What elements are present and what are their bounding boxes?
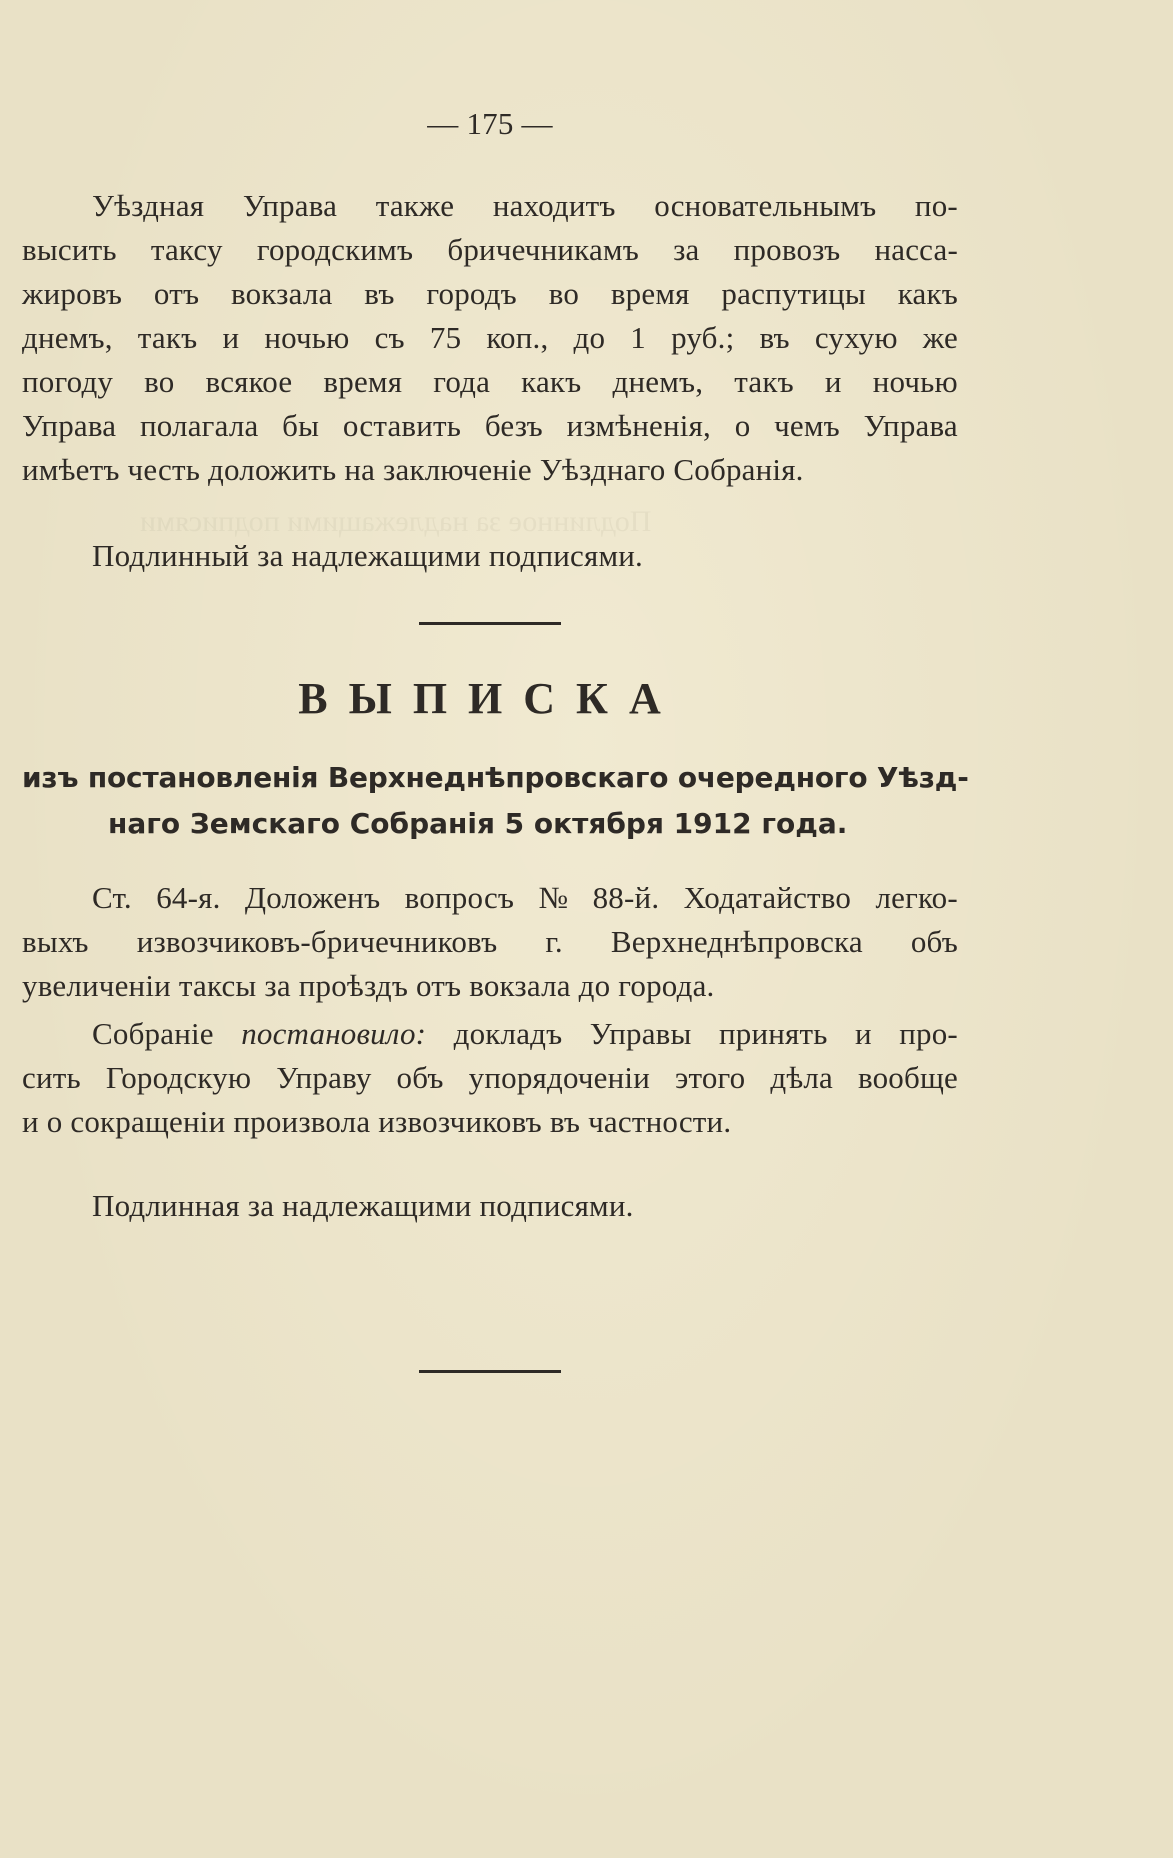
paragraph-1-word: днемъ, bbox=[22, 320, 113, 355]
paragraph-3-subject: Собраніе bbox=[92, 1016, 214, 1051]
paragraph-1-word: во bbox=[144, 364, 175, 399]
paragraph-3-word: Управы bbox=[589, 1016, 692, 1051]
paragraph-2-word: Ст. bbox=[92, 880, 132, 915]
paragraph-1-word: и bbox=[824, 364, 842, 399]
paragraph-1-word: года bbox=[433, 364, 491, 399]
paragraph-1-word: такъ bbox=[734, 364, 794, 399]
paragraph-1-word: за bbox=[673, 232, 700, 267]
paragraph-3-word: Городскую bbox=[105, 1060, 252, 1095]
paragraph-1-word: основательнымъ bbox=[654, 188, 877, 223]
paragraph-1-word: во bbox=[548, 276, 580, 311]
paragraph-1-line-1 bbox=[92, 188, 958, 224]
paragraph-3-line-1 bbox=[92, 1016, 958, 1052]
paragraph-1-word: сухую bbox=[814, 320, 898, 355]
paragraph-1-word: полагала bbox=[139, 408, 259, 443]
paragraph-3-word: дѣла bbox=[770, 1060, 833, 1095]
paragraph-3-word: Управу bbox=[276, 1060, 372, 1095]
paragraph-1-word: распутицы bbox=[721, 276, 866, 311]
paragraph-1-word: чемъ bbox=[774, 408, 840, 443]
paragraph-1-word: днемъ, bbox=[612, 364, 704, 399]
paragraph-1-word: также bbox=[375, 188, 455, 223]
paragraph-3-line-2 bbox=[22, 1060, 958, 1096]
signature-note-1: Подлинный за надлежащими подписями. bbox=[92, 538, 643, 573]
paragraph-1-word: въ bbox=[759, 320, 790, 355]
paragraph-1-word: время bbox=[323, 364, 403, 399]
paragraph-1-line-4 bbox=[22, 320, 958, 356]
paragraph-1-word: оставить bbox=[342, 408, 462, 443]
paragraph-2-word: Верхнеднѣпровска bbox=[610, 924, 863, 959]
subtitle-line-2: наго Земскаго Собранія 5 октября 1912 года. bbox=[108, 807, 848, 840]
paragraph-3-word: упорядоченіи bbox=[468, 1060, 651, 1095]
paragraph-3-word: сить bbox=[22, 1060, 81, 1095]
paragraph-1-word: коп., bbox=[486, 320, 549, 355]
paragraph-1-word: таксу bbox=[150, 232, 223, 267]
paragraph-2-line-1 bbox=[92, 880, 958, 916]
paragraph-1-word: ночью bbox=[872, 364, 958, 399]
paragraph-2-word: № bbox=[538, 880, 569, 915]
paragraph-1-word: отъ bbox=[153, 276, 200, 311]
subtitle-line-1: изъ постановленія Верхнеднѣпровскаго очередного Уѣзд- bbox=[22, 761, 969, 794]
paragraph-1-last-line: имѣетъ честь доложить на заключеніе Уѣзднаго Собранія. bbox=[22, 452, 804, 487]
paragraph-2-word: выхъ bbox=[22, 924, 89, 959]
paragraph-1-word: бричечникамъ bbox=[447, 232, 639, 267]
paragraph-1-word: городскимъ bbox=[256, 232, 414, 267]
paragraph-1-word: съ bbox=[374, 320, 405, 355]
paragraph-1-word: о bbox=[734, 408, 751, 443]
paragraph-1-word: руб.; bbox=[671, 320, 735, 355]
paragraph-3-word: про- bbox=[899, 1016, 958, 1051]
page-number: — 175 — bbox=[427, 106, 553, 141]
paragraph-1-word: Управа bbox=[242, 188, 338, 223]
divider-bottom bbox=[419, 1370, 561, 1373]
paragraph-2-word: объ bbox=[910, 924, 958, 959]
paragraph-1-word: вокзала bbox=[230, 276, 333, 311]
paragraph-2-word: легко- bbox=[875, 880, 958, 915]
paragraph-1-word: и bbox=[222, 320, 240, 355]
paragraph-1-line-5 bbox=[22, 364, 958, 400]
paragraph-1-word: насса- bbox=[874, 232, 958, 267]
paragraph-1-word: по- bbox=[914, 188, 958, 223]
document-title: ВЫПИСКА bbox=[298, 674, 682, 723]
paragraph-1-word: время bbox=[610, 276, 690, 311]
paragraph-3-word: и bbox=[855, 1016, 872, 1051]
paragraph-1-word: же bbox=[922, 320, 958, 355]
paragraph-1-word: погоду bbox=[22, 364, 114, 399]
paragraph-1-word: городъ bbox=[426, 276, 517, 311]
paragraph-1-word: въ bbox=[364, 276, 395, 311]
paragraph-2-word: Ходатайство bbox=[683, 880, 852, 915]
paragraph-1-word: такъ bbox=[137, 320, 198, 355]
paragraph-1-word: всякое bbox=[205, 364, 293, 399]
paragraph-1-word: 75 bbox=[429, 320, 462, 355]
paragraph-3-word: объ bbox=[396, 1060, 444, 1095]
paragraph-2-word: 64-я. bbox=[156, 880, 221, 915]
paragraph-2-word: г. bbox=[545, 924, 563, 959]
paragraph-3-word: докладъ bbox=[453, 1016, 563, 1051]
paragraph-2-last-line: увеличеніи таксы за проѣздъ отъ вокзала до города. bbox=[22, 968, 715, 1003]
bleed-through-text: Подлинное за надлежащими подписями bbox=[140, 505, 652, 538]
paragraph-2-line-2 bbox=[22, 924, 958, 960]
paragraph-1-word: Управа bbox=[863, 408, 958, 443]
paragraph-1-word: Уѣздная bbox=[92, 188, 205, 223]
paragraph-2-word: Доложенъ bbox=[244, 880, 381, 915]
paragraph-1-word: провозъ bbox=[733, 232, 841, 267]
paragraph-2-word: извозчиковъ-бричечниковъ bbox=[136, 924, 498, 959]
paragraph-1-word: Управа bbox=[22, 408, 117, 443]
paragraph-1-word: какъ bbox=[897, 276, 958, 311]
paragraph-1-word: измѣненія, bbox=[566, 408, 711, 443]
paragraph-1-word: безъ bbox=[484, 408, 543, 443]
paragraph-1-word: какъ bbox=[521, 364, 582, 399]
paragraph-1-word: высить bbox=[22, 232, 117, 267]
paragraph-3-word: вообще bbox=[857, 1060, 958, 1095]
paragraph-1-word: ночью bbox=[264, 320, 350, 355]
paragraph-3-emphasis: постановило: bbox=[241, 1016, 427, 1051]
divider-top bbox=[419, 622, 561, 625]
paragraph-1-word: жировъ bbox=[22, 276, 123, 311]
paragraph-2-word: 88-й. bbox=[592, 880, 660, 915]
signature-note-2: Подлинная за надлежащими подписями. bbox=[92, 1188, 634, 1223]
paragraph-1-word: до bbox=[573, 320, 606, 355]
paragraph-3-last-line: и о сокращеніи произвола извозчиковъ въ частности. bbox=[22, 1104, 732, 1139]
paragraph-1-line-2 bbox=[22, 232, 958, 268]
paragraph-1-word: находитъ bbox=[492, 188, 616, 223]
paragraph-1-word: бы bbox=[282, 408, 320, 443]
paragraph-1-line-6 bbox=[22, 408, 958, 444]
paragraph-1-line-3 bbox=[22, 276, 958, 312]
paragraph-3-word: принять bbox=[718, 1016, 828, 1051]
paragraph-3-word: этого bbox=[674, 1060, 746, 1095]
paragraph-2-word: вопросъ bbox=[404, 880, 515, 915]
paragraph-1-word: 1 bbox=[630, 320, 646, 355]
